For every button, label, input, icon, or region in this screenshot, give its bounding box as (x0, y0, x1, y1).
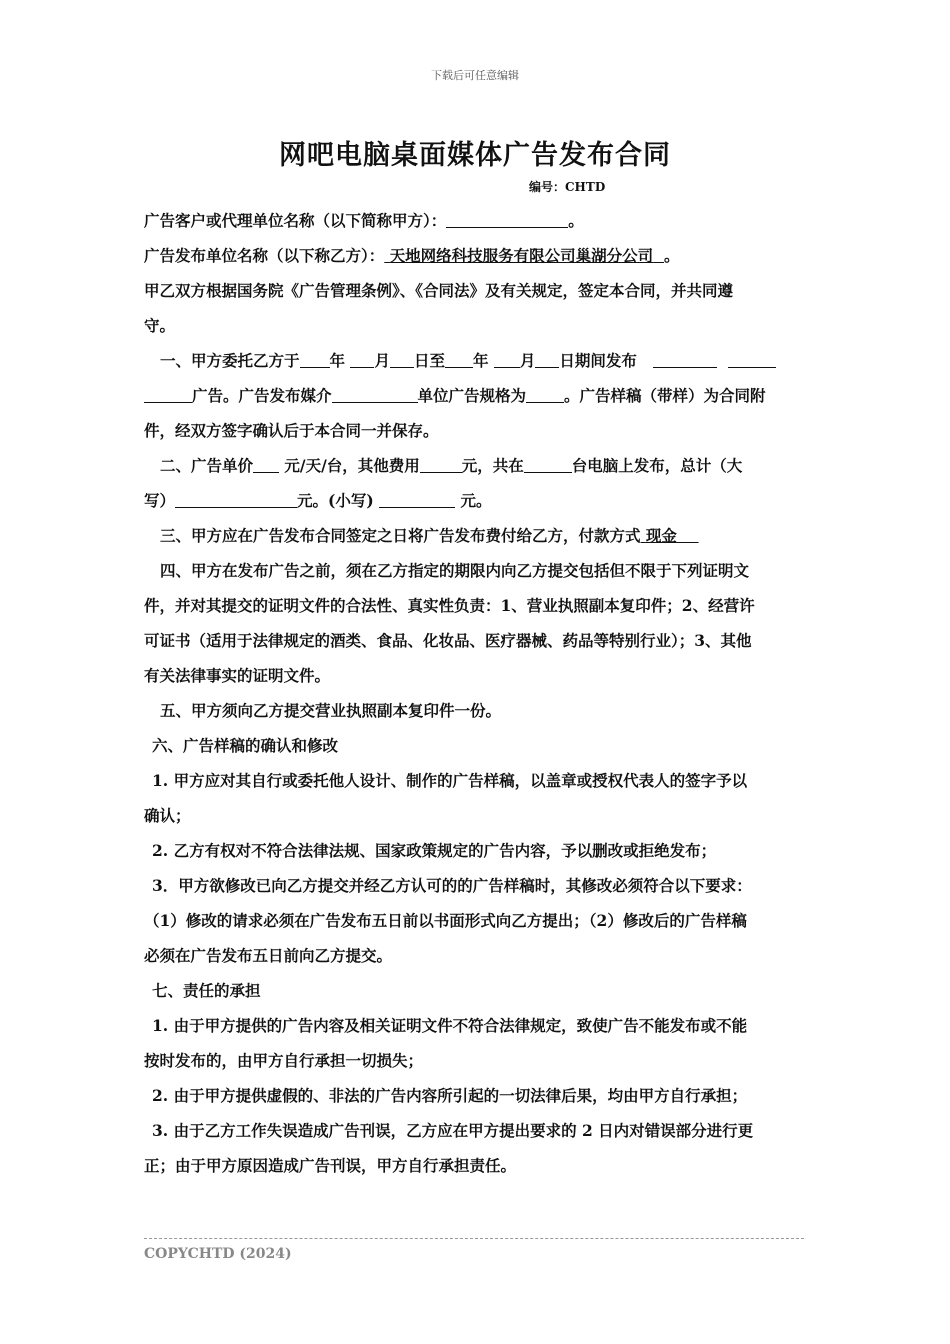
clause-1-line (144, 343, 808, 378)
blank (379, 489, 455, 508)
text: 单位广告规格为 (417, 386, 527, 405)
text: 元/天/台，其他费用 (284, 456, 420, 475)
section-heading: 七、责任的承担 (152, 981, 261, 1000)
text: 三、甲方应在广告发布合同签定之日将广告发布费付给乙方，付款方式 (160, 526, 641, 545)
text: 二、广告单价 (160, 456, 254, 475)
paragraph-line: 正；由于甲方原因造成广告刊误，甲方自行承担责任。 (144, 1156, 517, 1175)
blank (526, 384, 564, 403)
blank (390, 349, 414, 368)
party-a-line (144, 203, 808, 238)
blank (144, 384, 192, 403)
punct: 。 (663, 246, 680, 265)
text: 日期间发布 (559, 351, 637, 370)
blank (350, 349, 374, 368)
text: 一、甲方委托乙方于 (160, 351, 300, 370)
paragraph-line: 2. 乙方有权对不符合法律法规、国家政策规定的广告内容，予以删改或拒绝发布； (152, 841, 717, 860)
clause-3-line (144, 518, 808, 553)
blank (253, 454, 279, 473)
blank (175, 489, 297, 508)
paragraph-line: 2. 由于甲方提供虚假的、非法的广告内容所引起的一切法律后果，均由甲方自行承担； (152, 1086, 748, 1105)
payment-method-text: 现金 (645, 526, 677, 545)
blank (445, 349, 473, 368)
party-a-label: 广告客户或代理单位名称（以下简称甲方）： (144, 211, 447, 230)
text: 年 (472, 351, 489, 370)
paragraph-line: 件，经双方签字确认后于本合同一并保存。 (144, 421, 439, 440)
text: 。广告样稿（带样）为合同附 (564, 386, 766, 405)
text: 元，共在 (461, 456, 524, 475)
footer-divider (144, 1238, 804, 1239)
party-a-blank (446, 209, 568, 228)
paragraph-line: 件，并对其提交的证明文件的合法性、真实性负责：1、营业执照副本复印件；2、经营许 (144, 596, 755, 615)
section-heading: 六、广告样稿的确认和修改 (152, 736, 339, 755)
text: 日至 (413, 351, 445, 370)
party-b-name-text: 天地网络科技服务有限公司巢湖分公司 (389, 246, 654, 265)
paragraph-line: 四、甲方在发布广告之前，须在乙方指定的期限内向乙方提交包括但不限于下列证明文 (160, 561, 750, 580)
page-title: 网吧电脑桌面媒体广告发布合同 (279, 140, 671, 171)
paragraph-line: 甲乙双方根据国务院《广告管理条例》、《合同法》及有关规定，签定本合同，并共同遵 (144, 281, 734, 300)
text: 元。 (460, 491, 492, 510)
blank (535, 349, 559, 368)
serial-number: 编号：CHTD (529, 180, 606, 194)
text: 元。(小写) (297, 491, 374, 510)
paragraph-line: 守。 (144, 316, 176, 335)
party-b-line (144, 238, 808, 273)
text: 月 (519, 351, 536, 370)
paragraph-line: 必须在广告发布五日前向乙方提交。 (144, 946, 393, 965)
clause-2-line (144, 483, 808, 518)
payment-method (641, 526, 699, 545)
text: 写） (144, 491, 176, 510)
footer-copyright: COPYCHTD (2024) (144, 1246, 292, 1262)
paragraph-line: 3．甲方欲修改已向乙方提交并经乙方认可的的广告样稿时，其修改必须符合以下要求： (152, 876, 752, 895)
header-note: 下载后可任意编辑 (431, 69, 519, 82)
blank (420, 454, 462, 473)
paragraph-line: 3. 由于乙方工作失误造成广告刊误，乙方应在甲方提出要求的 2 日内对错误部分进行更 (152, 1121, 754, 1140)
paragraph-line: 1. 甲方应对其自行或委托他人设计、制作的广告样稿，以盖章或授权代表人的签字予以 (152, 771, 748, 790)
text: 年 (329, 351, 346, 370)
party-b-name (384, 246, 664, 265)
party-b-label: 广告发布单位名称（以下称乙方）： (144, 246, 385, 265)
paragraph-line: 确认； (144, 806, 191, 825)
blank (653, 349, 717, 368)
paragraph-line: 按时发布的，由甲方自行承担一切损失； (144, 1051, 424, 1070)
text: 台电脑上发布，总计（大 (571, 456, 743, 475)
text: 广告。广告发布媒介 (192, 386, 332, 405)
clause-2-line (144, 448, 808, 483)
blank (300, 349, 330, 368)
paragraph-line: 五、甲方须向乙方提交营业执照副本复印件一份。 (160, 701, 502, 720)
paragraph-line: 可证书（适用于法律规定的酒类、食品、化妆品、医疗器械、药品等特别行业）；3、其他 (144, 631, 752, 650)
blank (728, 349, 776, 368)
blank (494, 349, 520, 368)
text: 月 (374, 351, 390, 370)
punct: 。 (568, 211, 584, 230)
paragraph-line: 有关法律事实的证明文件。 (144, 666, 331, 685)
blank (524, 454, 572, 473)
clause-1-line (144, 378, 808, 413)
paragraph-line: 1. 由于甲方提供的广告内容及相关证明文件不符合法律规定，致使广告不能发布或不能 (152, 1016, 748, 1035)
contract-body (144, 203, 808, 1183)
paragraph-line: （1）修改的请求必须在广告发布五日前以书面形式向乙方提出；（2）修改后的广告样稿 (144, 911, 747, 930)
blank (332, 384, 418, 403)
